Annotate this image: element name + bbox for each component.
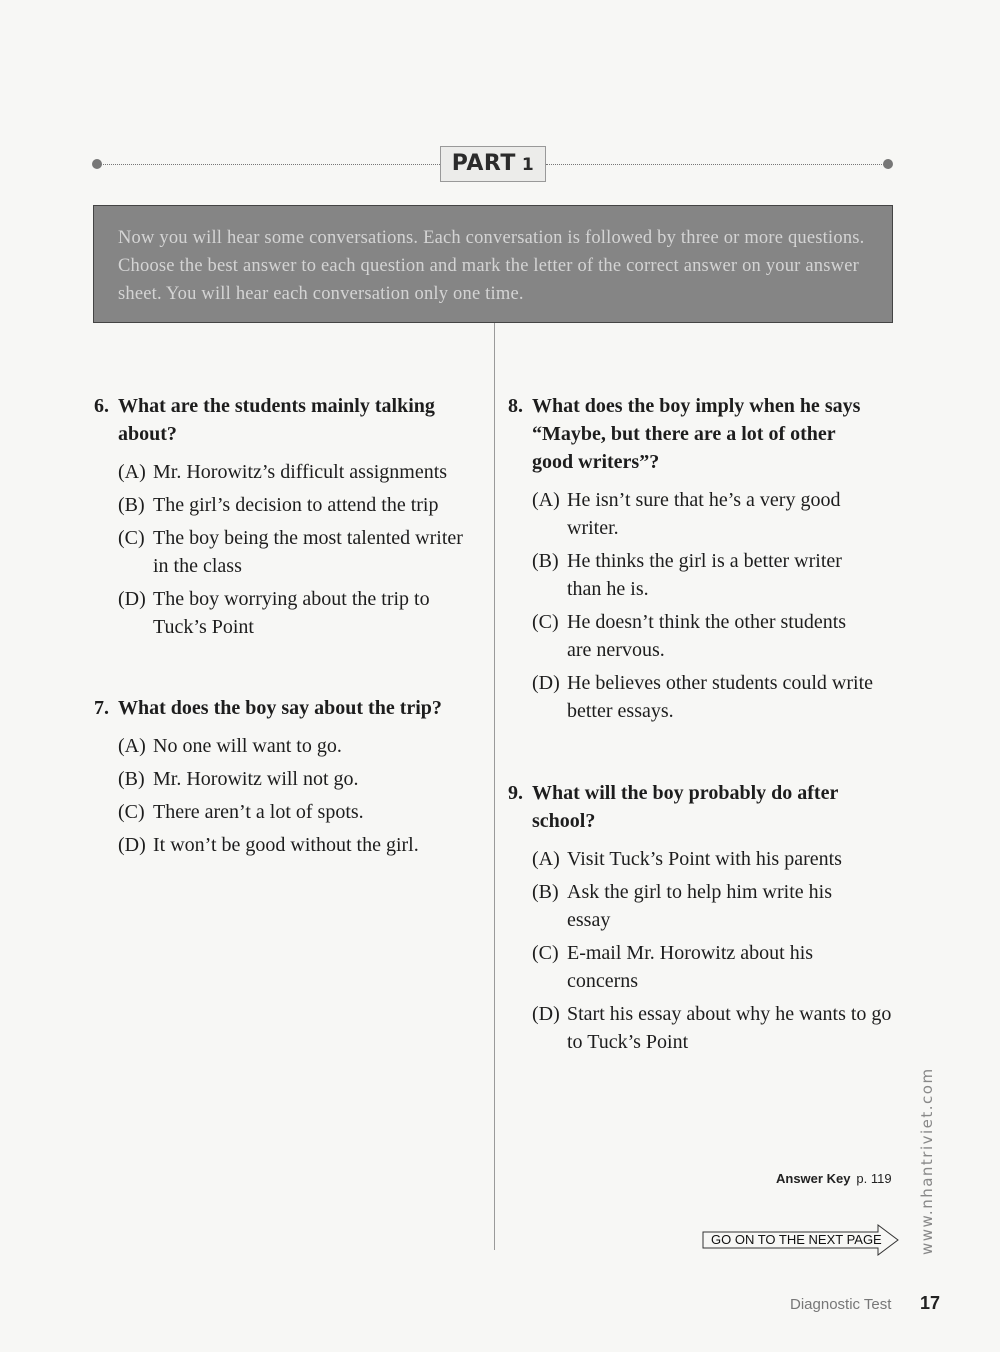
question-number: 9.: [508, 782, 523, 804]
option-letter: (D): [532, 1003, 560, 1025]
page-number: 17: [920, 1293, 941, 1313]
option-letter: (B): [532, 881, 559, 903]
header-rule-right: [546, 164, 886, 165]
option-text: Visit Tuck’s Point with his parents: [567, 848, 842, 870]
option-letter: (C): [118, 801, 145, 823]
option-letter: (A): [532, 489, 560, 511]
option-d: [532, 1000, 896, 1056]
next-page-text: GO ON TO THE NEXT PAGE: [711, 1232, 882, 1247]
option-d: [118, 831, 472, 859]
part-number: 1: [521, 155, 535, 175]
option-text: The girl’s decision to attend the trip: [153, 494, 439, 516]
column-divider: [494, 323, 495, 1250]
question-8: [508, 392, 896, 730]
option-text: It won’t be good without the girl.: [153, 834, 419, 856]
instructions-banner: [93, 205, 893, 323]
option-letter: (C): [532, 611, 559, 633]
question-text: What does the boy say about the trip?: [118, 697, 442, 719]
option-text: Start his essay about why he wants to go to Tuck’s Point: [567, 1003, 892, 1053]
option-text: He isn’t sure that he’s a very good writer.: [567, 489, 841, 539]
option-text: No one will want to go.: [153, 735, 342, 757]
options-list: [508, 486, 896, 725]
option-letter: (B): [118, 494, 145, 516]
option-text: Ask the girl to help him write his essay: [567, 881, 832, 931]
option-text: The boy being the most talented writer in the class: [153, 527, 463, 577]
option-b: [118, 765, 472, 793]
option-text: Mr. Horowitz will not go.: [153, 768, 359, 790]
question-9: [508, 779, 896, 1061]
question-7: [94, 694, 472, 864]
option-letter: (B): [118, 768, 145, 790]
question-number: 8.: [508, 395, 523, 417]
option-text: Mr. Horowitz’s difficult assignments: [153, 461, 448, 483]
rule-end-dot-right: [883, 159, 893, 169]
option-text: E-mail Mr. Horowitz about his concerns: [567, 942, 814, 992]
option-letter: (D): [118, 588, 146, 610]
options-list: [94, 458, 472, 641]
question-text: What does the boy imply when he says “Maybe, but there are a lot of other good writers”?: [532, 395, 861, 473]
option-text: He believes other students could write better essays.: [567, 672, 874, 722]
option-a: [118, 458, 472, 486]
option-c: [118, 524, 472, 580]
options-list: [508, 845, 896, 1056]
option-a: [118, 732, 472, 760]
option-text: There aren’t a lot of spots.: [153, 801, 364, 823]
option-c: [532, 939, 896, 995]
footer-section-label: Diagnostic Test: [790, 1296, 892, 1313]
option-b: [532, 547, 896, 603]
option-text: The boy worrying about the trip to Tuck’s Point: [153, 588, 430, 638]
option-a: [532, 845, 896, 873]
option-letter: (B): [532, 550, 559, 572]
question-6: [94, 392, 472, 646]
answer-key-reference: [776, 1171, 892, 1186]
question-number: 6.: [94, 395, 109, 417]
header-rule-left: [97, 164, 440, 165]
part-word: PART: [451, 151, 516, 176]
option-letter: (A): [532, 848, 560, 870]
option-letter: (C): [118, 527, 145, 549]
option-text: He doesn’t think the other students are nervous.: [567, 611, 847, 661]
option-letter: (D): [118, 834, 146, 856]
option-b: [532, 878, 896, 934]
option-c: [118, 798, 472, 826]
option-d: [532, 669, 896, 725]
instructions-text: Now you will hear some conversations. Each conversation is followed by three or more questions. Choose the best answer to each question and mark the letter of the correct answer on your answer sheet. You will hear each conversation only one time.: [118, 228, 865, 304]
option-letter: (A): [118, 735, 146, 757]
answer-key-label: Answer Key: [776, 1171, 851, 1186]
question-text: What are the students mainly talking about?: [118, 395, 435, 445]
option-c: [532, 608, 896, 664]
next-page-arrow: [702, 1224, 900, 1256]
answer-key-page: p. 119: [856, 1171, 892, 1186]
option-a: [532, 486, 896, 542]
option-text: He thinks the girl is a better writer than he is.: [567, 550, 842, 600]
options-list: [94, 732, 472, 859]
question-text: What will the boy probably do after school?: [532, 782, 838, 832]
option-d: [118, 585, 472, 641]
publisher-watermark: www.nhantriviet.com: [918, 1067, 936, 1255]
part-heading: [440, 146, 546, 182]
option-b: [118, 491, 472, 519]
option-letter: (D): [532, 672, 560, 694]
option-letter: (C): [532, 942, 559, 964]
question-number: 7.: [94, 697, 109, 719]
option-letter: (A): [118, 461, 146, 483]
